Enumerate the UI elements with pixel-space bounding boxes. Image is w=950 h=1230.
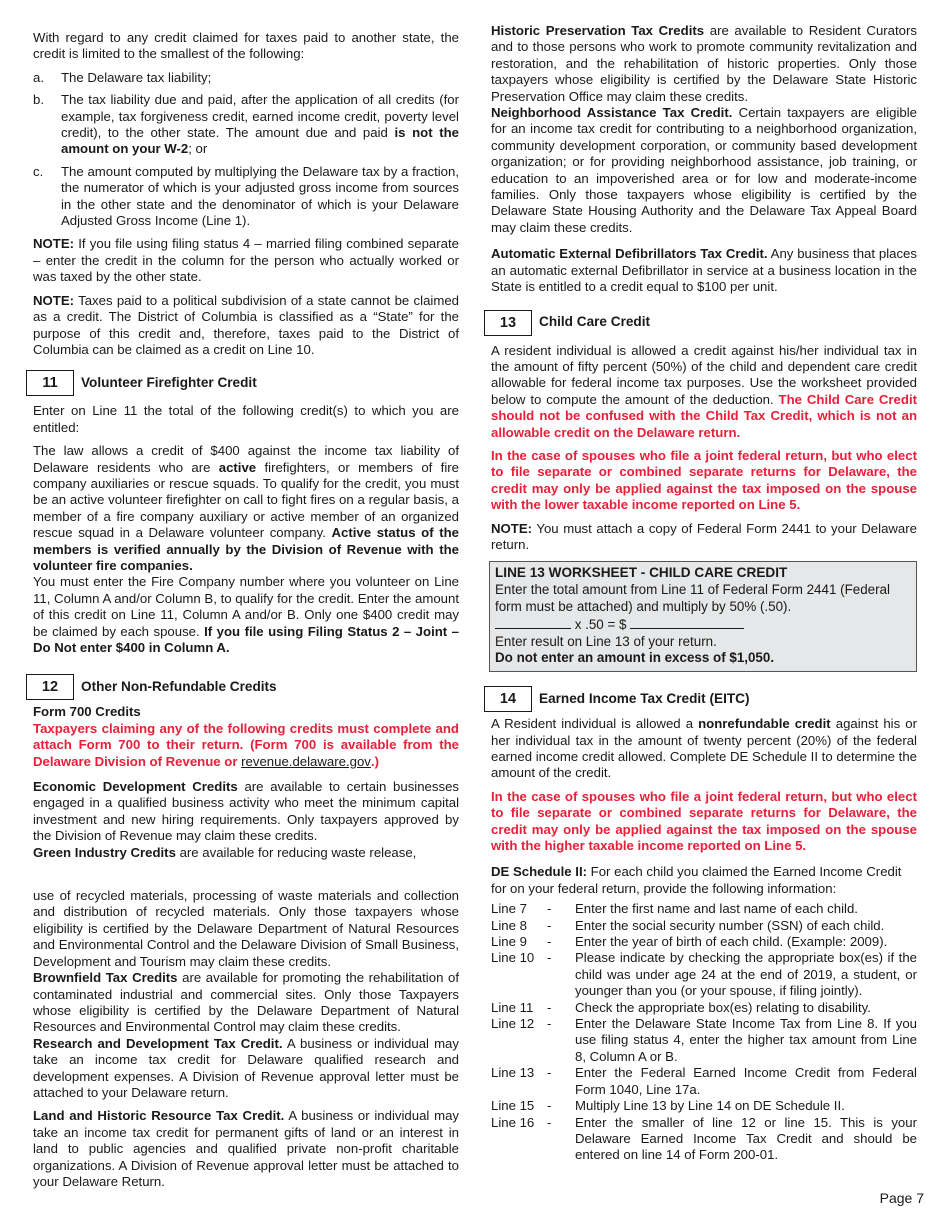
table-row (491, 1115, 917, 1164)
section-13-body (491, 343, 917, 441)
section-14-body (491, 716, 917, 782)
section-11-body (33, 443, 459, 574)
line-instruction: Please indicate by checking the appropriate box(es) if the child was under age 24 at the end of 2019, a student, or younger than you (or your spouse, if filing jointly). (575, 950, 917, 999)
economic-development-paragraph (33, 779, 459, 845)
section-14-header (484, 686, 917, 712)
warning-text: .) (370, 753, 379, 769)
line-number: Line 12 (491, 1016, 535, 1032)
line-number: Line 15 (491, 1098, 535, 1114)
section-number-box: 14 (484, 686, 532, 712)
line-dash: - (547, 1016, 552, 1032)
list-text-bold: is not the amount on your W-2 (61, 125, 459, 157)
body-text: Any business that places an automatic external Defibrillator in service at a business location in the State is entitled to a credit equal to $100 per unit. (491, 246, 917, 295)
list-item (33, 164, 459, 230)
table-row (491, 1000, 917, 1016)
credit-label: Neighborhood Assistance Tax Credit. (491, 105, 733, 121)
child-care-worksheet (489, 561, 917, 672)
body-text: firefighters, or members of fire company auxiliaries or rescue squads. To qualify for the credit, you must be an active volunteer firefighter on call to fight fires on a regular basis, a member of a fire company auxiliary or active member of an organized rescue squad in a Delaware volunteer company. (33, 459, 459, 541)
note-text: You must attach a copy of Federal Form 2441 to your Delaware return. (491, 520, 917, 552)
list-text-tail: ; or (188, 141, 208, 157)
list-marker: b. (33, 92, 44, 108)
brownfield-paragraph (33, 970, 459, 1036)
section-11-header (26, 370, 459, 396)
body-text: A business or individual may take an income tax credit for permanent gifts of land or an interest in land to public agencies and qualified private non-profit charitable organizations. A Division of Revenue approval letter must be attached to your Delaware Return. (33, 1108, 459, 1189)
section-number-box: 13 (484, 310, 532, 336)
line-dash: - (547, 950, 552, 966)
revenue-link[interactable]: revenue.delaware.gov (241, 753, 371, 769)
section-13-note (491, 521, 917, 554)
body-text: For each child you claimed the Earned Income Credit for on your federal return, provide the following information: (491, 864, 902, 896)
credit-label: Research and Development Tax Credit. (33, 1035, 283, 1051)
line-dash: - (547, 1114, 552, 1130)
list-item (33, 70, 459, 86)
schedule-ii-intro (491, 864, 917, 897)
green-industry-paragraph (33, 845, 459, 861)
neighborhood-assistance-paragraph (491, 105, 917, 236)
section-number-box: 12 (26, 674, 74, 700)
section-11-intro: Enter on Line 11 the total of the following credit(s) to which you are entitled: (33, 403, 459, 435)
result-blank[interactable] (630, 616, 744, 629)
line-dash: - (547, 1065, 552, 1081)
land-historic-paragraph (33, 1108, 459, 1190)
table-row (491, 918, 917, 934)
line-dash: - (547, 934, 552, 950)
left-column (33, 30, 459, 1197)
credit-label: Land and Historic Resource Tax Credit. (33, 1108, 285, 1124)
spacer (33, 868, 459, 888)
calc-text: x .50 = $ (571, 616, 631, 632)
table-row (491, 934, 917, 950)
body-text: You must enter the Fire Company number where you volunteer on Line 11, Column A and/or Column B, to qualify for the credit. Enter the amount of this credit on Line 11, Column A and/or B. Only one $400 credit may be claimed by each spouse. (33, 574, 459, 639)
line-dash: - (547, 901, 552, 917)
credit-label: Green Industry Credits (33, 844, 176, 860)
credit-label: Automatic External Defibrillators Tax Credit. (491, 246, 768, 262)
list-marker: c. (33, 163, 44, 179)
intro-paragraph: With regard to any credit claimed for taxes paid to another state, the credit is limited to the smallest of the following: (33, 30, 459, 62)
note-label: NOTE: (491, 520, 533, 536)
credit-label: Brownfield Tax Credits (33, 970, 178, 986)
credit-label: Historic Preservation Tax Credits (491, 23, 705, 38)
body-text: A business or individual may take an income tax credit for Delaware qualified research and development expenses. A Division of Revenue approval letter must be attached to your Delaware return. (33, 1035, 459, 1100)
section-title: Child Care Credit (539, 314, 651, 330)
note-paragraph (33, 236, 459, 285)
line-instruction: Enter the year of birth of each child. (Example: 2009). (575, 934, 888, 950)
line-instruction: Enter the social security number (SSN) of each child. (575, 917, 885, 933)
table-row (491, 1016, 917, 1065)
body-text: are available for promoting the rehabilitation of contaminated industrial and commercial sites. Only those Taxpayers whose eligibility is certified by the Delaware Department of Natural Resources and Environmental Control may claim these credits. (33, 970, 460, 1035)
line-dash: - (547, 1098, 552, 1114)
body-text: The law allows a credit of $400 against the income tax liability of Delaware residents who are (33, 443, 459, 475)
credit-label: Economic Development Credits (33, 779, 238, 795)
amount-blank[interactable] (495, 616, 571, 629)
line-number: Line 8 (491, 917, 527, 933)
historic-preservation-paragraph (491, 23, 917, 105)
list-text: The tax liability due and paid, after the application of all credits (for example, tax forgiveness credit, earned income credit, poverty level credit), to the other state. The amount due and paid (61, 92, 459, 141)
warning-text: Taxpayers claiming any of the following credits must complete and attach Form 700 to their return. (Form 700 is available from the Delaware Division of Revenue or (33, 720, 459, 769)
worksheet-instruction: Enter the total amount from Line 11 of Federal Form 2441 (Federal form must be attached) and multiply by 50% (.50). (495, 582, 890, 614)
body-text: against his or her individual tax in the amount of twenty percent (20%) of the federal earned income credit allowed. Complete DE Schedule II to determine the amount of the credit. (491, 716, 917, 781)
right-column (491, 23, 917, 1164)
line-instruction: Enter the Federal Earned Income Credit from Federal Form 1040, Line 17a. (575, 1065, 917, 1097)
credit-limit-list (33, 70, 459, 230)
line-number: Line 16 (491, 1114, 535, 1130)
note-label: NOTE: (33, 292, 75, 308)
body-text: Certain taxpayers are eligible for an income tax credit for contributing to a neighborhood organization, community development corporation, or community based development organization; or for providing neighborhood assistance, job training, or education to an impoverished area or for low and moderate-income families. Only those taxpayers whose eligibility is certified by the Delaware State Housing Authority and the Delaware Tax Appeal Board may claim these credits. (491, 105, 917, 235)
section-14-spouse-warning: In the case of spouses who file a joint federal return, but who elect to file separate or combined separate returns for Delaware, the credit may only be applied against the tax imposed on the spouse with the higher taxable income reported on Line 5. (491, 788, 917, 853)
schedule-ii-lines (491, 901, 917, 1164)
body-text-bold: If you file using Filing Status 2 – Joint – Do Not enter $400 in Column A. (33, 623, 459, 655)
worksheet-calculation (495, 616, 911, 634)
body-text-bold: nonrefundable credit (698, 716, 831, 732)
worksheet-title: LINE 13 WORKSHEET - CHILD CARE CREDIT (495, 565, 788, 581)
body-text-bold: active (218, 459, 257, 475)
schedule-label: DE Schedule II: (491, 864, 587, 880)
list-text: The Delaware tax liability; (61, 69, 212, 85)
section-number-box: 11 (26, 370, 74, 396)
line-instruction: Enter the first name and last name of each child. (575, 901, 858, 917)
body-text: A Resident individual is allowed a (491, 716, 699, 732)
form-700-title: Form 700 Credits (33, 704, 141, 720)
note-text: Taxes paid to a political subdivision of a state cannot be claimed as a credit. The District of Columbia is classified as a “State” for the purpose of this credit and, therefore, taxes paid to the District of Columbia can be claimed as a credit on Line 10. (33, 292, 459, 357)
body-text: are available to Resident Curators and to those persons who work to promote community revitalization and restoration, and the rehabilitation of historic properties. Only those taxpayers whose eligibility is certified by the Delaware State Historic Preservation Office may claim these credits. (491, 23, 917, 104)
list-marker: a. (33, 69, 44, 85)
body-text-bold: Active status of the members is verified annually by the Division of Revenue with the volunteer fire companies. (33, 525, 459, 573)
list-text: The amount computed by multiplying the Delaware tax by a fraction, the numerator of which is your adjusted gross income from sources in the other state and the denominator of which is your Delaware Adjusted Gross Income (Line 1). (61, 163, 459, 229)
line-instruction: Enter the Delaware State Income Tax from Line 8. If you use filing status 4, enter the higher tax amount from Line 8, Column A or B. (575, 1016, 917, 1064)
worksheet-result-instruction: Enter result on Line 13 of your return. (495, 633, 717, 649)
form-700-warning (33, 721, 459, 770)
line-number: Line 11 (491, 999, 534, 1015)
section-13-spouse-warning: In the case of spouses who file a joint federal return, but who elect to file separate or combined separate returns for Delaware, the credit may only be applied against the tax imposed on the spouse with the lower taxable income reported on Line 5. (491, 447, 917, 513)
list-item (33, 92, 459, 158)
section-title: Earned Income Tax Credit (EITC) (539, 690, 750, 706)
line-number: Line 9 (491, 934, 527, 950)
line-number: Line 10 (491, 950, 535, 966)
body-text: A resident individual is allowed a credit against his/her individual tax in the amount of fifty percent (50%) of the child and dependent care credit allowable for federal income tax purposes. Use the worksheet provided below to compute the amount of the deduction. (491, 342, 917, 407)
table-row (491, 1098, 917, 1114)
line-number: Line 13 (491, 1065, 535, 1081)
section-11-instructions (33, 574, 459, 656)
line-dash: - (547, 917, 552, 933)
section-title: Other Non-Refundable Credits (81, 679, 277, 695)
line-instruction: Multiply Line 13 by Line 14 on DE Schedule II. (575, 1098, 845, 1114)
section-12-header (26, 674, 459, 700)
research-development-paragraph (33, 1036, 459, 1102)
table-row (491, 1065, 917, 1098)
note-label: NOTE: (33, 236, 75, 252)
line-number: Line 7 (491, 901, 527, 917)
body-text: are available for reducing waste release, (175, 844, 417, 860)
aed-paragraph (491, 246, 917, 295)
line-instruction: Enter the smaller of line 12 or line 15. This is your Delaware Earned Income Tax Credit and should be entered on line 14 of Form 200-01. (575, 1114, 917, 1163)
line-dash: - (547, 999, 552, 1015)
warning-text: The Child Care Credit should not be confused with the Child Tax Credit, which is not an allowable credit on the Delaware return. (491, 391, 918, 440)
table-row (491, 901, 917, 917)
green-industry-continued: use of recycled materials, processing of waste materials and collection and distribution of recycled materials. Only those taxpayers whose eligibility is certified by the Delaware Department of Natural Resources and Environmental Control and the Delaware Division of Small Business, Development and Tourism may claim these credits. (33, 888, 459, 969)
body-text: are available to certain businesses engaged in a qualified business activity who meet the minimum capital investment and new hiring requirements. Only taxpayers approved by the Division of Revenue may claim these credits. (33, 779, 459, 844)
table-row (491, 950, 917, 999)
note-text: If you file using filing status 4 – married filing combined separate – enter the credit in the column for the person who actually worked or was taxed by the other state. (33, 236, 459, 285)
section-title: Volunteer Firefighter Credit (81, 375, 257, 391)
worksheet-limit: Do not enter an amount in excess of $1,050. (495, 650, 775, 666)
section-13-header (484, 310, 917, 336)
note-paragraph (33, 293, 459, 359)
page-number: Page 7 (879, 1190, 924, 1206)
line-instruction: Check the appropriate box(es) relating to disability. (575, 999, 871, 1015)
